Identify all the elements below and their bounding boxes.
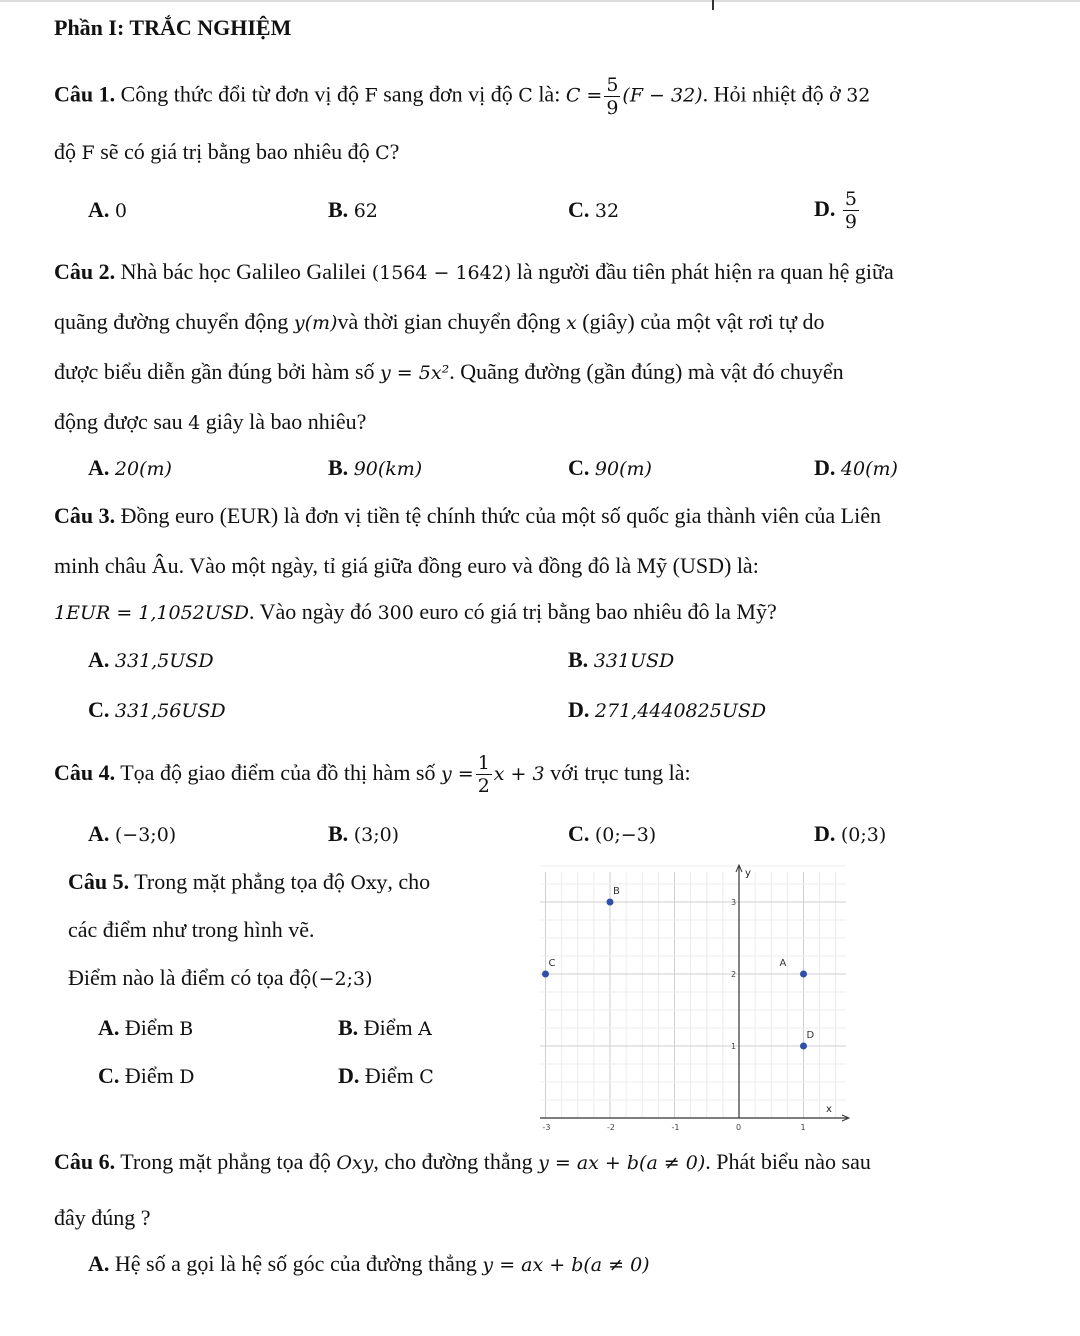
q3-line-1: Câu 3. Đồng euro (EUR) là đơn vị tiền tệ chính thức của một số quốc gia thành viên của Liên [54,503,881,528]
q1-option-c[interactable]: C. 32 [568,197,620,222]
q1-option-b[interactable]: B. 62 [328,197,378,222]
section-title: Phần I: TRẮC NGHIỆM [54,15,292,40]
graph-point-label-C: C [548,958,556,969]
graph-x-tick-label: -2 [607,1123,615,1132]
q3-line-3: 1EUR = 1,1052USD. Vào ngày đó 300 euro có giá trị bằng bao nhiêu đô la Mỹ? [54,599,777,624]
graph-point-B [607,899,614,906]
q2-option-a[interactable]: A. 20(m) [88,455,172,480]
q5-line-3: Điểm nào là điểm có tọa độ(−2;3) [68,965,373,990]
graph-x-tick-label: 1 [800,1123,806,1132]
q3-line-2: minh châu Âu. Vào một ngày, tỉ giá giữa đồng euro và đồng đô là Mỹ (USD) là: [54,553,759,578]
q5-option-a[interactable]: A. Điểm B [98,1015,194,1040]
graph-x-tick-label: -3 [542,1123,551,1132]
graph-point-label-D: D [806,1030,815,1041]
graph-tick-labels [543,868,833,1132]
q4-fraction: $\frac{1}{2}$ [477,752,490,798]
q2-line-4: động được sau 4 giây là bao nhiêu? [54,409,367,434]
graph-y-tick-label: 3 [731,898,737,907]
graph-points [542,886,815,1050]
q2-option-c[interactable]: C. 90(m) [568,455,652,480]
q2-option-b[interactable]: B. 90(km) [328,455,423,480]
q2-line-2: quãng đường chuyển động y(m)và thời gian chuyển động x (giây) của một vật rơi tự do [54,309,825,334]
q1-option-d[interactable]: D. $\frac{5}{9}$ [814,188,857,234]
q1-option-a[interactable]: A. 0 [88,197,127,222]
graph-point-label-A: A [779,958,787,969]
q6-option-a[interactable]: A. Hệ số a gọi là hệ số góc của đường thẳng y = ax + b(a ≠ 0) [88,1251,650,1276]
q6-line-2: đây đúng ? [54,1205,151,1230]
q5-line-2: các điểm như trong hình vẽ. [68,917,315,942]
graph-point-C [542,971,549,978]
q5-option-b[interactable]: B. Điểm A [338,1015,432,1040]
q4-option-d[interactable]: D. (0;3) [814,821,887,846]
graph-axes [540,865,849,1121]
q5-option-c[interactable]: C. Điểm D [98,1063,195,1088]
q5-coordinate-graph [536,862,854,1132]
q2-line-1: Câu 2. Nhà bác học Galileo Galilei (1564 − 1642) là người đầu tiên phát hiện ra quan hệ giữa [54,259,894,284]
graph-x-tick-label: -1 [671,1123,680,1132]
graph-y-tick-label: 2 [731,970,737,979]
graph-x-tick-label: 0 [736,1123,742,1132]
graph-point-A [800,971,807,978]
q4-option-c[interactable]: C. (0;−3) [568,821,657,846]
q3-option-c[interactable]: C. 331,56USD [88,697,226,722]
q1-fraction: $\frac{5}{9}$ [606,74,619,119]
q3-option-b[interactable]: B. 331USD [568,647,675,672]
q1-line-1: Câu 1. Công thức đổi từ đơn vị độ F sang đơn vị độ C là: C = $\frac{5}{9}$ (F − 32). Hỏi nhiệt độ ở 32 [54,74,871,119]
q1-label: Câu 1. [54,81,116,107]
q2-option-d[interactable]: D. 40(m) [814,455,898,480]
graph-y-tick-label: 1 [731,1042,737,1051]
q4-line-1: Câu 4. Tọa độ giao điểm của đồ thị hàm số y = $\frac{1}{2}$ x + 3 với trục tung là: [54,752,691,798]
q3-option-a[interactable]: A. 331,5USD [88,647,214,672]
text-cursor-mark [712,0,714,10]
graph-point-label-B: B [613,886,620,897]
q1-line-2: độ F sẽ có giá trị bằng bao nhiêu độ C? [54,139,400,164]
q6-line-1: Câu 6. Trong mặt phẳng tọa độ Oxy, cho đường thẳng y = ax + b(a ≠ 0). Phát biểu nào sau [54,1149,871,1174]
q4-option-b[interactable]: B. (3;0) [328,821,400,846]
q5-line-1: Câu 5. Trong mặt phẳng tọa độ Oxy, cho [68,869,431,894]
q4-option-a[interactable]: A. (−3;0) [88,821,177,846]
graph-point-D [800,1043,807,1050]
q3-option-d[interactable]: D. 271,4440825USD [568,697,767,722]
q5-option-d[interactable]: D. Điểm C [338,1063,434,1088]
page-top-border [0,0,1080,2]
graph-x-label: x [826,1104,832,1115]
q2-line-3: được biểu diễn gần đúng bởi hàm số y = 5x². Quãng đường (gần đúng) mà vật đó chuyển [54,359,844,384]
graph-y-label: y [745,868,751,879]
graph-grid [536,866,846,1118]
